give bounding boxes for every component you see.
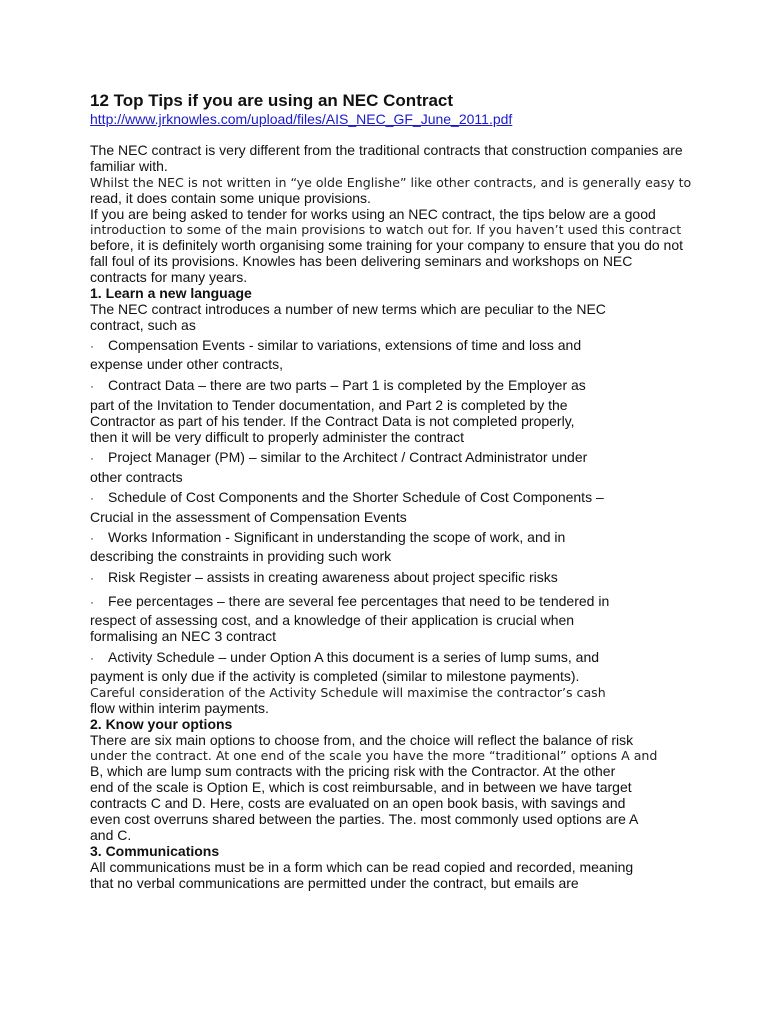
bullet-continuation: payment is only due if the activity is completed (similar to milestone payments). (90, 668, 580, 684)
bullet-text: Contract Data – there are two parts – Part 1 is completed by the Employer as (108, 377, 586, 393)
bullet-continuation: describing the constraints in providing such work (90, 548, 392, 564)
bullet-continuation: then it will be very difficult to properly administer the contract (90, 429, 465, 445)
bullet-text: Project Manager (PM) – similar to the Architect / Contract Administrator under (108, 449, 588, 465)
intro-line: Whilst the NEC is not written in “ye olde Englishe” like other contracts, and is generally easy to (90, 175, 692, 190)
source-link[interactable]: http://www.jrknowles.com/upload/files/AIS_NEC_GF_June_2011.pdf (90, 111, 513, 127)
bullet-icon: · (90, 339, 94, 353)
intro-line: If you are being asked to tender for works using an NEC contract, the tips below are a good (90, 206, 656, 222)
bullet-continuation: flow within interim payments. (90, 700, 269, 716)
bullet-icon: · (90, 379, 94, 393)
section-heading: 2. Know your options (90, 716, 233, 732)
bullet-continuation: formalising an NEC 3 contract (90, 628, 276, 644)
bullet-icon: · (90, 491, 94, 505)
bullet-continuation: respect of assessing cost, and a knowledge of their application is crucial when (90, 612, 575, 628)
section-text: contracts C and D. Here, costs are evaluated on an open book basis, with savings and (90, 795, 626, 811)
bullet-text: Activity Schedule – under Option A this document is a series of lump sums, and (108, 649, 600, 665)
intro-line: fall foul of its provisions. Knowles has been delivering seminars and workshops on NEC (90, 253, 633, 269)
section-text: There are six main options to choose from, and the choice will reflect the balance of risk (90, 732, 634, 748)
document-title: 12 Top Tips if you are using an NEC Contract (90, 91, 454, 110)
section-text: and C. (90, 827, 132, 843)
section-text: that no verbal communications are permitted under the contract, but emails are (90, 875, 579, 891)
bullet-text: Fee percentages – there are several fee percentages that need to be tendered in (108, 593, 610, 609)
bullet-item (90, 337, 581, 354)
bullet-continuation: expense under other contracts, (90, 356, 284, 372)
section-text: under the contract. At one end of the scale you have the more “traditional” options A and (90, 748, 658, 763)
section-text: The NEC contract introduces a number of new terms which are peculiar to the NEC (90, 301, 606, 317)
bullet-continuation: part of the Invitation to Tender documentation, and Part 2 is completed by the (90, 397, 568, 413)
intro-line: familiar with. (90, 158, 168, 174)
bullet-text: Risk Register – assists in creating awareness about project specific risks (108, 569, 558, 585)
bullet-continuation: Careful consideration of the Activity Schedule will maximise the contractor’s cash (90, 685, 606, 700)
intro-line: contracts for many years. (90, 269, 248, 285)
bullet-continuation: Contractor as part of his tender. If the Contract Data is not completed properly, (90, 413, 575, 429)
bullet-text: Works Information - Significant in understanding the scope of work, and in (108, 529, 566, 545)
bullet-text: Schedule of Cost Components and the Shorter Schedule of Cost Components – (108, 489, 604, 505)
intro-line: The NEC contract is very different from the traditional contracts that construction companies are (90, 142, 683, 158)
section-heading: 3. Communications (90, 843, 220, 859)
bullet-icon: · (90, 451, 94, 465)
bullet-icon: · (90, 571, 94, 585)
bullet-text: Compensation Events - similar to variations, extensions of time and loss and (108, 337, 582, 353)
intro-line: before, it is definitely worth organising some training for your company to ensure that you do not (90, 237, 683, 253)
section-text: end of the scale is Option E, which is cost reimbursable, and in between we have target (90, 779, 632, 795)
bullet-item (90, 449, 587, 466)
section-heading: 1. Learn a new language (90, 285, 252, 301)
bullet-item (90, 489, 604, 506)
bullet-item (90, 377, 586, 394)
section-text: B, which are lump sum contracts with the pricing risk with the Contractor. At the other (90, 763, 616, 779)
bullet-continuation: other contracts (90, 469, 183, 485)
bullet-icon: · (90, 531, 94, 545)
section-text: contract, such as (90, 317, 196, 333)
bullet-item (90, 569, 558, 586)
intro-line: read, it does contain some unique provisions. (90, 190, 371, 206)
bullet-item (90, 593, 609, 610)
bullet-icon: · (90, 595, 94, 609)
bullet-item (90, 529, 565, 546)
section-text: All communications must be in a form which can be read copied and recorded, meaning (90, 859, 634, 875)
bullet-continuation: Crucial in the assessment of Compensation Events (90, 509, 407, 525)
bullet-icon: · (90, 651, 94, 665)
bullet-item (90, 649, 599, 666)
section-text: even cost overruns shared between the parties. The. most commonly used options are A (90, 811, 639, 827)
intro-line: introduction to some of the main provisions to watch out for. If you haven’t used this contract (90, 222, 682, 237)
